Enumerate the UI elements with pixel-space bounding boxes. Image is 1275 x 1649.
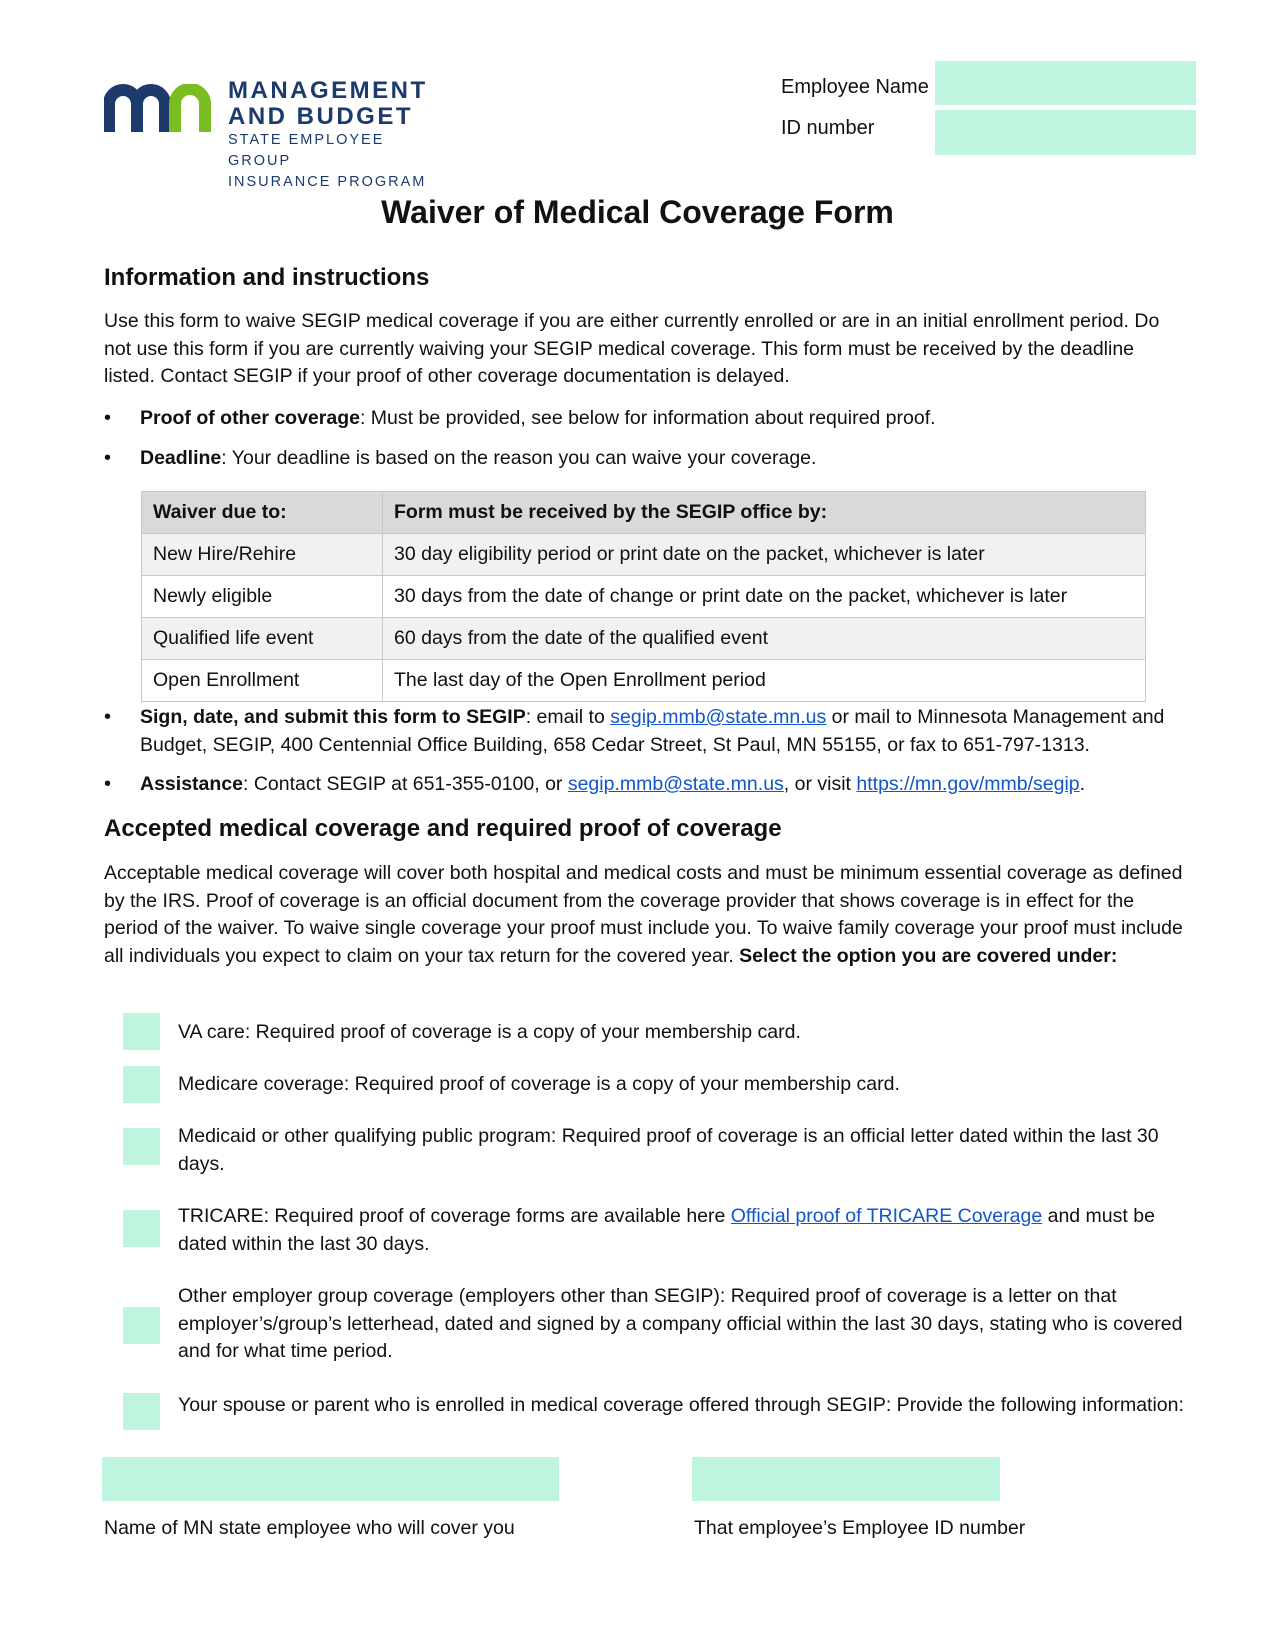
table-cell: The last day of the Open Enrollment period — [383, 660, 1146, 702]
table-cell: Newly eligible — [142, 576, 383, 618]
medicare-label: Medicare coverage: Required proof of coverage is a copy of your membership card. — [178, 1073, 900, 1095]
bullet-dot: • — [104, 447, 112, 469]
table-header-waiver: Waiver due to: — [142, 492, 383, 534]
table-cell: 60 days from the date of the qualified event — [383, 618, 1146, 660]
accepted-heading: Accepted medical coverage and required proof of coverage — [104, 815, 782, 842]
bullet-submit-desc2: or mail to Minnesota Management and Budget, SEGIP, 400 Centennial Office Building, 658 Cedar Street, St Paul, MN 55155, or fax to 651-797-1313. — [140, 706, 1165, 756]
other-employer-label: Other employer group coverage (employers other than SEGIP): Required proof of coverage is a letter on that employer’s/group’s letterhead, dated and signed by a company official within the last 30 days, stating who is covered and for what time period. — [178, 1285, 1183, 1362]
bullet-deadline-bold: Deadline — [140, 447, 222, 469]
bullet-submit-bold: Sign, date, and submit this form to SEGIP — [140, 706, 526, 728]
table-row — [142, 660, 1146, 702]
info-heading: Information and instructions — [104, 264, 430, 291]
logo-line-program: INSURANCE PROGRAM — [228, 174, 427, 190]
bullet-assistance-bold: Assistance — [140, 773, 243, 795]
table-cell: 30 day eligibility period or print date on the packet, whichever is later — [383, 534, 1146, 576]
bullet-deadline-desc: : Your deadline is based on the reason you can waive your coverage. — [221, 447, 817, 469]
tricare-label — [178, 1203, 1188, 1258]
table-cell: 30 days from the date of change or print date on the packet, whichever is later — [383, 576, 1146, 618]
bullet-proof-text — [140, 405, 1184, 433]
tricare-text2: and must be dated within the last 30 days. — [178, 1205, 1155, 1255]
spouse-parent-checkbox[interactable] — [123, 1393, 160, 1430]
covering-employee-name-label: Name of MN state employee who will cover you — [104, 1517, 515, 1539]
tricare-text1: TRICARE: Required proof of coverage forms are available here — [178, 1205, 731, 1227]
other-employer-checkbox[interactable] — [123, 1307, 160, 1344]
table-row — [142, 618, 1146, 660]
segip-website-link[interactable]: https://mn.gov/mmb/segip — [856, 773, 1080, 795]
mn-logo-mark-icon — [104, 84, 222, 132]
employee-name-field[interactable] — [935, 61, 1196, 105]
assistance-email-link[interactable]: segip.mmb@state.mn.us — [567, 773, 784, 795]
deadline-table — [141, 491, 1146, 702]
bullet-deadline-text — [140, 445, 1184, 473]
logo-line-management: MANAGEMENT — [228, 77, 428, 104]
employee-name-label: Employee Name — [781, 76, 929, 98]
table-header-row — [142, 492, 1146, 534]
id-number-label: ID number — [781, 117, 875, 139]
accepted-intro-bold: Select the option you are covered under: — [739, 944, 1118, 967]
covering-employee-id-label: That employee’s Employee ID number — [694, 1517, 1026, 1539]
mmb-logo — [104, 77, 444, 190]
logo-line-budget: AND BUDGET — [228, 103, 413, 130]
bullet-dot: • — [104, 706, 112, 728]
logo-wordmark — [228, 78, 444, 193]
tricare-checkbox[interactable] — [123, 1210, 160, 1247]
page-title: Waiver of Medical Coverage Form — [381, 194, 894, 230]
table-cell: Open Enrollment — [142, 660, 383, 702]
bullet-submit-text — [140, 704, 1184, 759]
accepted-intro — [104, 860, 1184, 970]
covering-employee-name-field[interactable] — [102, 1457, 559, 1501]
spouse-parent-label: Your spouse or parent who is enrolled in medical coverage offered through SEGIP: Provide the following information: — [178, 1394, 1184, 1416]
medicaid-checkbox[interactable] — [123, 1128, 160, 1165]
table-cell: New Hire/Rehire — [142, 534, 383, 576]
bullet-assistance-desc1: : Contact SEGIP at 651-355-0100, or — [242, 773, 568, 795]
medicare-checkbox[interactable] — [123, 1066, 160, 1103]
table-row — [142, 534, 1146, 576]
medicaid-label: Medicaid or other qualifying public program: Required proof of coverage is an official letter dated within the last 30 days. — [178, 1125, 1159, 1175]
bullet-assistance-text — [140, 771, 1184, 799]
info-intro: Use this form to waive SEGIP medical coverage if you are either currently enrolled or are in an initial enrollment period. Do not use this form if you are currently waiving your SEGIP medical coverage. This form must be received by the deadline listed. Contact SEGIP if your proof of other coverage documentation is delayed. — [104, 310, 1160, 387]
va-care-label: VA care: Required proof of coverage is a copy of your membership card. — [178, 1021, 801, 1043]
bullet-dot: • — [104, 773, 112, 795]
tricare-proof-link[interactable]: Official proof of TRICARE Coverage — [730, 1205, 1043, 1227]
bullet-submit-desc1: : email to — [525, 706, 611, 728]
table-row — [142, 576, 1146, 618]
covering-employee-id-field[interactable] — [692, 1457, 1000, 1501]
bullet-proof-desc: : Must be provided, see below for information about required proof. — [359, 407, 936, 429]
bullet-assistance-desc2: , or visit — [783, 773, 857, 795]
bullet-proof-bold: Proof of other coverage — [140, 407, 360, 429]
logo-line-segip: STATE EMPLOYEE GROUP — [228, 132, 385, 169]
id-number-field[interactable] — [935, 110, 1196, 155]
bullet-dot: • — [104, 407, 112, 429]
va-care-checkbox[interactable] — [123, 1013, 160, 1050]
accepted-intro-text: Acceptable medical coverage will cover both hospital and medical costs and must be minimum essential coverage as defined by the IRS. Proof of coverage is an official document from the coverage provider that shows coverage is in effect for the period of the waiver. To waive single coverage your proof must include you. To waive family coverage your proof must include all individuals you expect to claim on your tax return for the covered year. — [104, 862, 1183, 967]
table-header-received-by: Form must be received by the SEGIP office by: — [383, 492, 1146, 534]
segip-email-link[interactable]: segip.mmb@state.mn.us — [610, 706, 827, 728]
bullet-assistance-desc3: . — [1079, 773, 1086, 795]
table-cell: Qualified life event — [142, 618, 383, 660]
